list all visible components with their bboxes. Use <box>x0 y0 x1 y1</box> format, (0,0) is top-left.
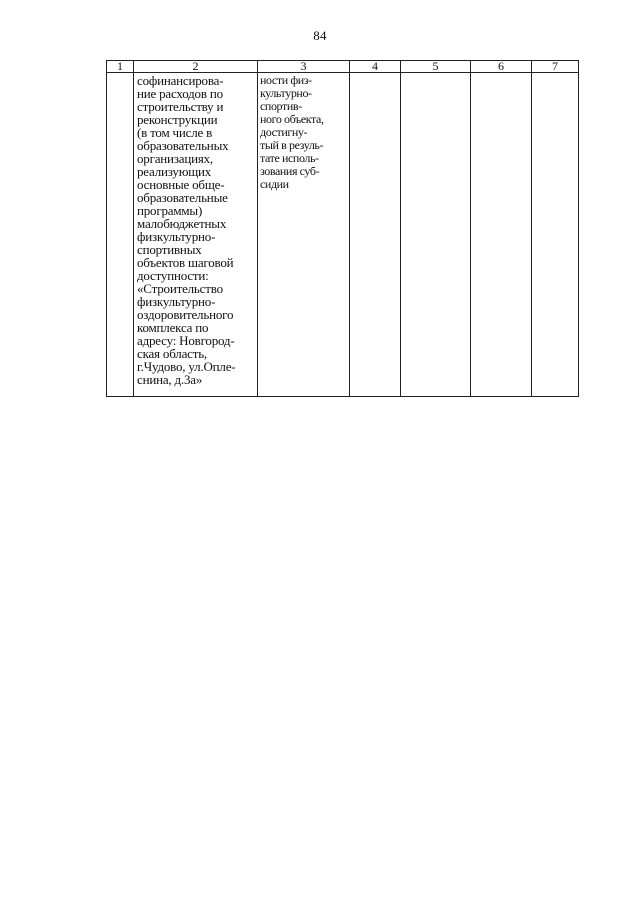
data-table <box>106 60 579 397</box>
table-cell-col1 <box>107 73 134 397</box>
column-header-2: 2 <box>134 61 258 73</box>
table-row <box>107 73 579 397</box>
page-number: 84 <box>313 28 327 43</box>
table-cell-col4 <box>350 73 401 397</box>
column-header-6: 6 <box>471 61 532 73</box>
column-header-7: 7 <box>532 61 579 73</box>
cell-text-col6 <box>471 73 531 74</box>
cell-text-description: софинансирова- ние расходов по строительству и реконструкции (в том числе в образовательных организациях, реализующих основные обще- образовательные программы) малобюджетных физкультурно- спортивных объектов шаговой доступности: «Строительство физкультурно- оздоровительного комплекса по адресу: Новгород- ская область, г.Чудово, ул.Опле- снина, д.3а» <box>137 73 236 387</box>
table-cell-col3 <box>258 73 350 397</box>
column-header-1: 1 <box>107 61 134 73</box>
table-header-row <box>107 61 579 73</box>
column-header-3: 3 <box>258 61 350 73</box>
cell-text-col5 <box>401 73 470 74</box>
cell-text-col4 <box>350 73 400 74</box>
table-cell-col6 <box>471 73 532 397</box>
cell-text-col7 <box>532 73 578 74</box>
table-cell-col7 <box>532 73 579 397</box>
cell-text-col1 <box>107 73 133 74</box>
column-header-5: 5 <box>401 61 471 73</box>
table-cell-col5 <box>401 73 471 397</box>
column-header-4: 4 <box>350 61 401 73</box>
cell-text-indicator: ности физ- культурно- спортив- ного объекта, достигну- тый в резуль- тате исполь- зования суб- сидии <box>260 73 324 191</box>
table-cell-col2 <box>134 73 258 397</box>
